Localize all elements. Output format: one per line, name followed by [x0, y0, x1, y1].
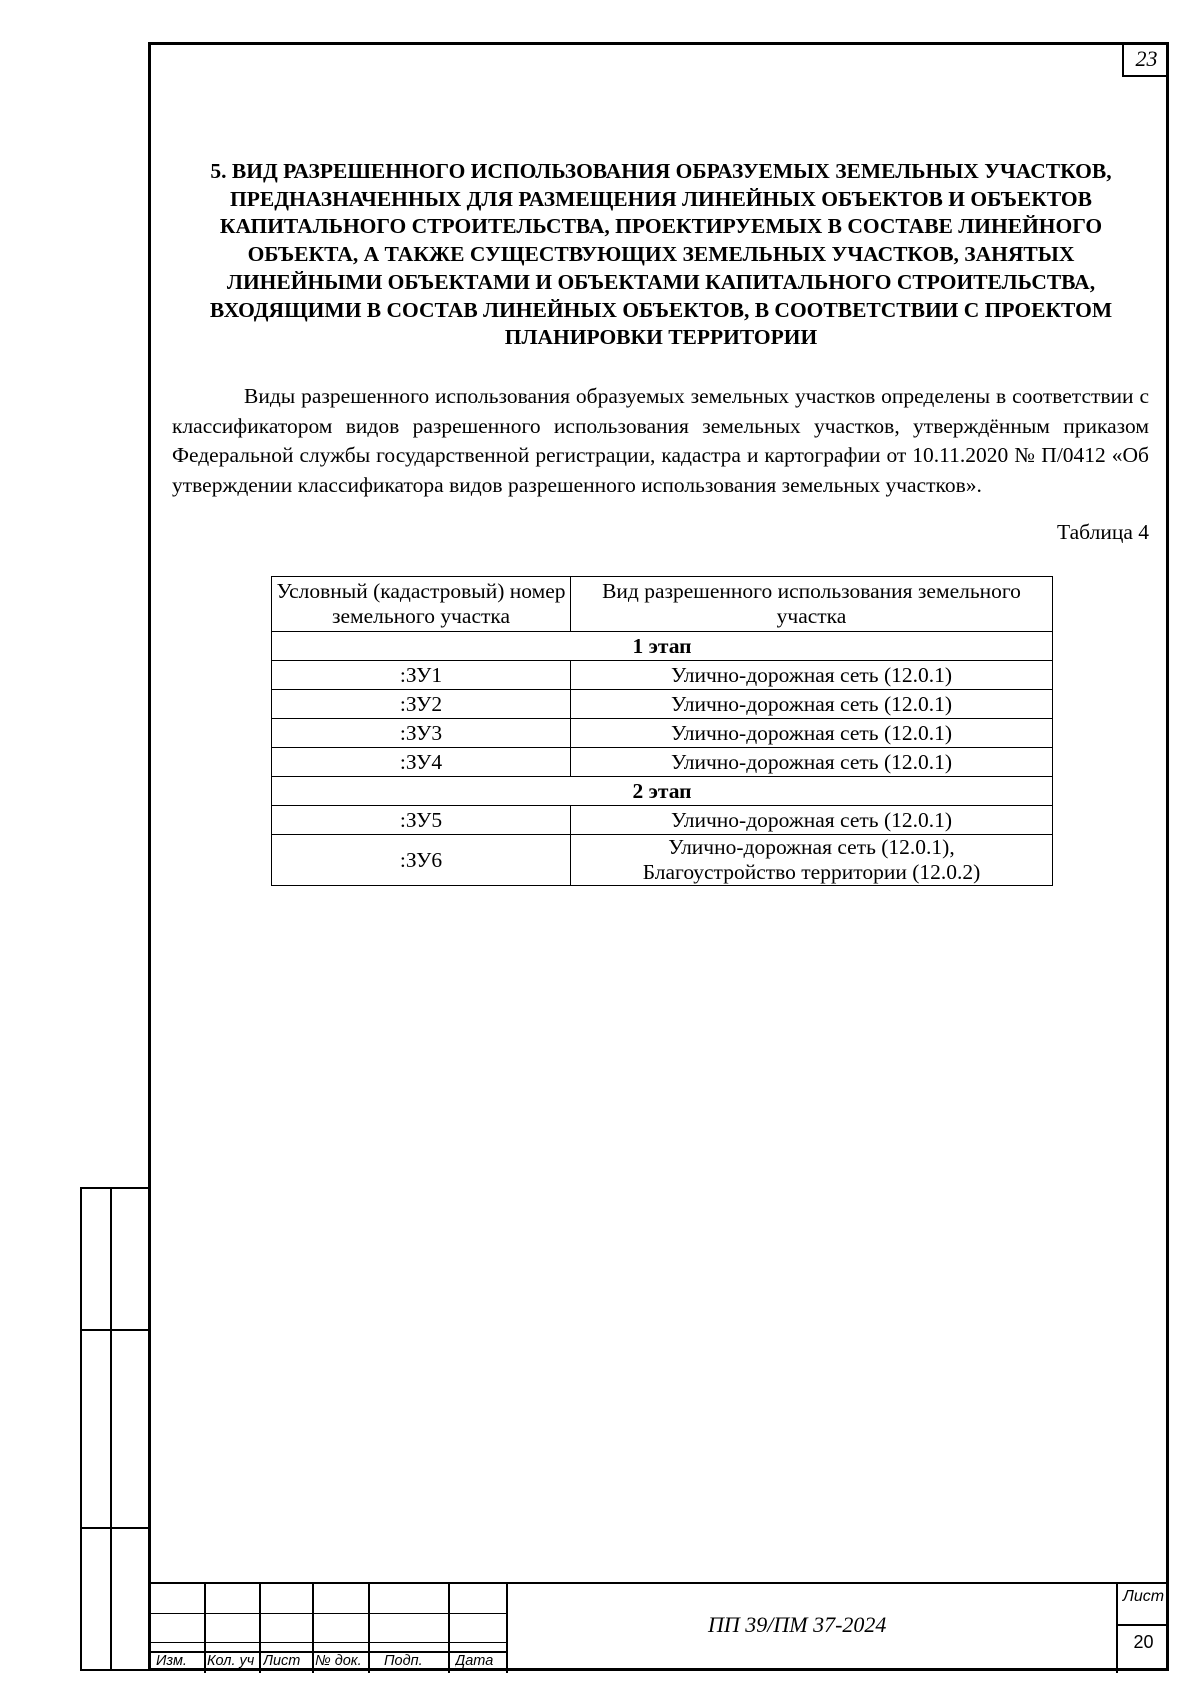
stamp-divider — [110, 1189, 112, 1669]
plot-id: :ЗУ2 — [272, 690, 571, 719]
body-paragraph-text: Виды разрешенного использования образуемых земельных участков определены в соответствии с классификатором видов разрешенного использования земельных участков, утверждённым приказом Федеральной службы государственной регистрации, кадастра и картографии от 10.11.2020 № П/0412 «Об утверждении классификатора видов разрешенного использования земельных участков». — [172, 384, 1149, 497]
table-header-row — [272, 577, 1053, 632]
plot-use-multiline — [571, 835, 1053, 886]
sheet-label: Лист — [1122, 1588, 1165, 1605]
plot-use: Улично-дорожная сеть (12.0.1) — [571, 661, 1053, 690]
plot-id: :ЗУ5 — [272, 806, 571, 835]
plot-use-line-2: Благоустройство территории (12.0.2) — [642, 860, 981, 884]
plot-id: :ЗУ3 — [272, 719, 571, 748]
plot-use: Улично-дорожная сеть (12.0.1) — [571, 719, 1053, 748]
plot-id: :ЗУ4 — [272, 748, 571, 777]
left-margin-stamp — [80, 1187, 148, 1671]
label-change: Изм. — [156, 1653, 187, 1669]
stage-2-label: 2 этап — [272, 777, 1053, 806]
revision-labels — [148, 1653, 506, 1673]
stage-1-label: 1 этап — [272, 632, 1053, 661]
stamp-divider — [82, 1329, 148, 1331]
table-row — [272, 748, 1053, 777]
grid-line — [148, 1642, 506, 1643]
stamp-divider — [82, 1527, 148, 1529]
table-row — [272, 690, 1053, 719]
table-row — [272, 719, 1053, 748]
sheet-box — [1116, 1584, 1169, 1673]
plot-id: :ЗУ1 — [272, 661, 571, 690]
plot-use-line-1: Улично-дорожная сеть (12.0.1), — [668, 835, 955, 859]
stage-row — [272, 777, 1053, 806]
top-page-number: 23 — [1122, 42, 1169, 77]
table-row — [272, 835, 1053, 886]
land-plots-table — [271, 576, 1053, 886]
table-row — [272, 806, 1053, 835]
table-caption: Таблица 4 — [1057, 520, 1149, 544]
grid-line — [148, 1613, 506, 1614]
plot-use: Улично-дорожная сеть (12.0.1) — [571, 806, 1053, 835]
document-code: ПП 39/ПМ 37-2024 — [708, 1612, 887, 1637]
plot-use: Улично-дорожная сеть (12.0.1) — [571, 690, 1053, 719]
plot-id: :ЗУ6 — [272, 835, 571, 886]
revision-grid — [148, 1584, 506, 1673]
header-cadastral-number: Условный (кадастровый) номер земельного участка — [272, 577, 571, 632]
label-signature: Подп. — [384, 1653, 423, 1669]
label-doc-number: № док. — [315, 1653, 362, 1669]
stage-row — [272, 632, 1053, 661]
table-row — [272, 661, 1053, 690]
label-sheet: Лист — [263, 1653, 301, 1669]
sheet-number: 20 — [1133, 1632, 1154, 1652]
label-count: Кол. уч — [207, 1653, 255, 1669]
plot-use: Улично-дорожная сеть (12.0.1) — [571, 748, 1053, 777]
sheet-separator — [1118, 1624, 1169, 1626]
header-permitted-use: Вид разрешенного использования земельного участка — [571, 577, 1053, 632]
title-block — [148, 1582, 1169, 1673]
section-heading: 5. ВИД РАЗРЕШЕННОГО ИСПОЛЬЗОВАНИЯ ОБРАЗУЕМЫХ ЗЕМЕЛЬНЫХ УЧАСТКОВ, ПРЕДНАЗНАЧЕННЫХ ДЛЯ РАЗМЕЩЕНИЯ ЛИНЕЙНЫХ ОБЪЕКТОВ И ОБЪЕКТОВ КАПИТАЛЬНОГО СТРОИТЕЛЬСТВА, ПРОЕКТИРУЕМЫХ В СОСТАВЕ ЛИНЕЙНОГО ОБЪЕКТА, А ТАКЖЕ СУЩЕСТВУЮЩИХ ЗЕМЕЛЬНЫХ УЧАСТКОВ, ЗАНЯТЫХ ЛИНЕЙНЫМИ ОБЪЕКТАМИ И ОБЪЕКТАМИ КАПИТАЛЬНОГО СТРОИТЕЛЬСТВА, ВХОДЯЩИМИ В СОСТАВ ЛИНЕЙНЫХ ОБЪЕКТОВ, В СООТВЕТСТВИИ С ПРОЕКТОМ ПЛАНИРОВКИ ТЕРРИТОРИИ — [209, 159, 1113, 350]
body-paragraph — [172, 382, 1149, 500]
title-block-divider — [506, 1584, 508, 1673]
label-date: Дата — [455, 1653, 494, 1669]
